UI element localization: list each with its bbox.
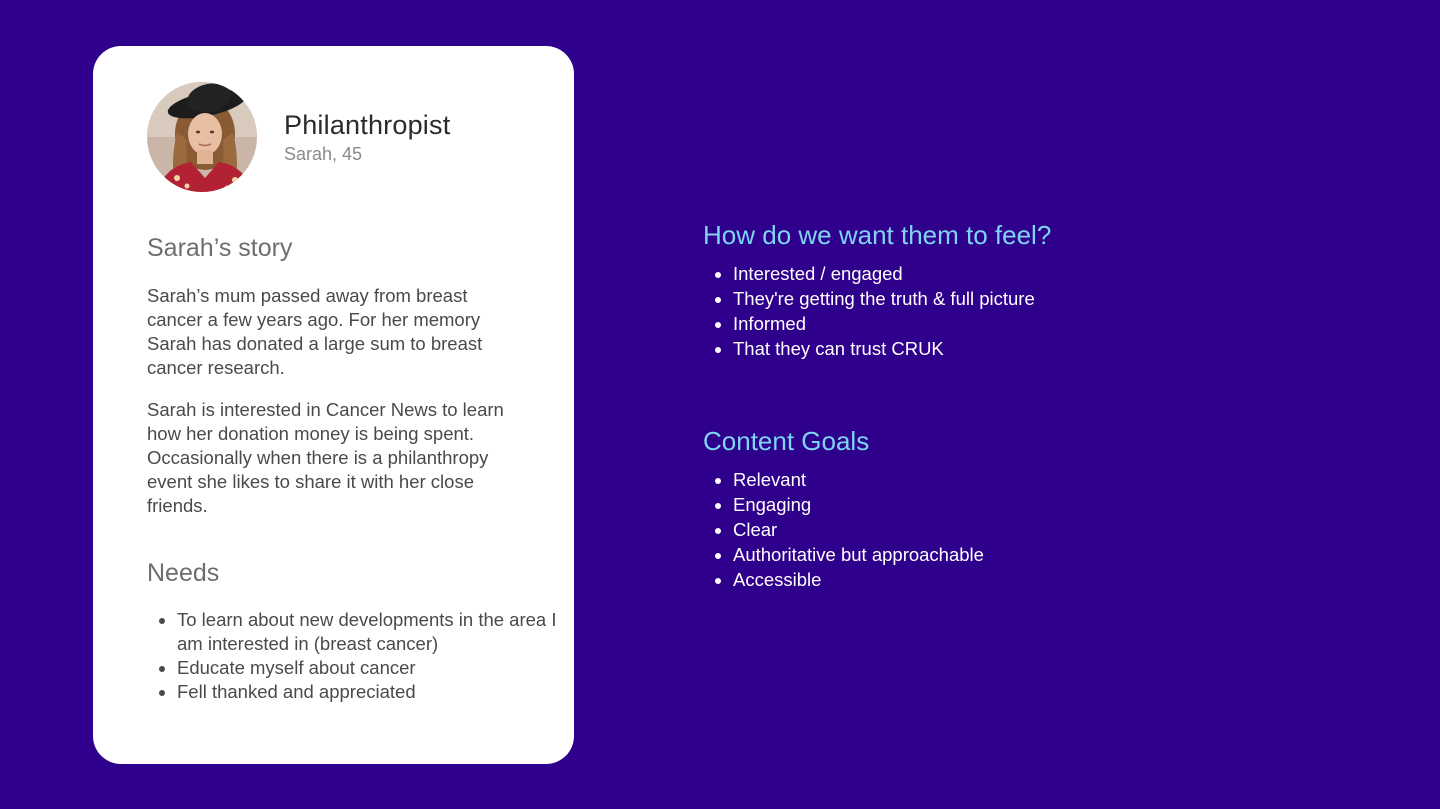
goals-item: • Engaging — [733, 492, 1213, 517]
feel-item: • They're getting the truth & full picture — [733, 286, 1213, 311]
persona-subtitle: Sarah, 45 — [284, 144, 363, 164]
feel-heading: How do we want them to feel? — [703, 220, 1052, 250]
goals-item: • Relevant — [733, 467, 1213, 492]
persona-card — [93, 46, 574, 764]
needs-heading: Needs — [147, 559, 220, 587]
persona-avatar — [147, 82, 257, 192]
goals-list — [703, 467, 1213, 592]
goals-item: • Clear — [733, 517, 1213, 542]
needs-list — [147, 608, 567, 704]
needs-item: • To learn about new developments in the area I am interested in (breast cancer) — [177, 608, 567, 656]
feel-list — [703, 261, 1213, 361]
needs-item: • Fell thanked and appreciated — [177, 680, 567, 704]
story-paragraph-1: Sarah’s mum passed away from breast cancer a few years ago. For her memory Sarah has donated a large sum to breast cancer research. — [147, 285, 483, 378]
needs-item: • Educate myself about cancer — [177, 656, 567, 680]
goals-item: • Authoritative but approachable — [733, 542, 1213, 567]
story-heading: Sarah’s story — [147, 234, 293, 262]
goals-heading: Content Goals — [703, 426, 870, 456]
portrait-photo-icon — [147, 82, 257, 192]
feel-item: • Interested / engaged — [733, 261, 1213, 286]
feel-item: • Informed — [733, 311, 1213, 336]
persona-title: Philanthropist — [284, 110, 451, 140]
goals-item: • Accessible — [733, 567, 1213, 592]
feel-item: • That they can trust CRUK — [733, 336, 1213, 361]
story-paragraph-2: Sarah is interested in Cancer News to learn how her donation money is being spent. Occasionally when there is a philanthropy event she likes to share it with her close friends. — [147, 399, 504, 516]
